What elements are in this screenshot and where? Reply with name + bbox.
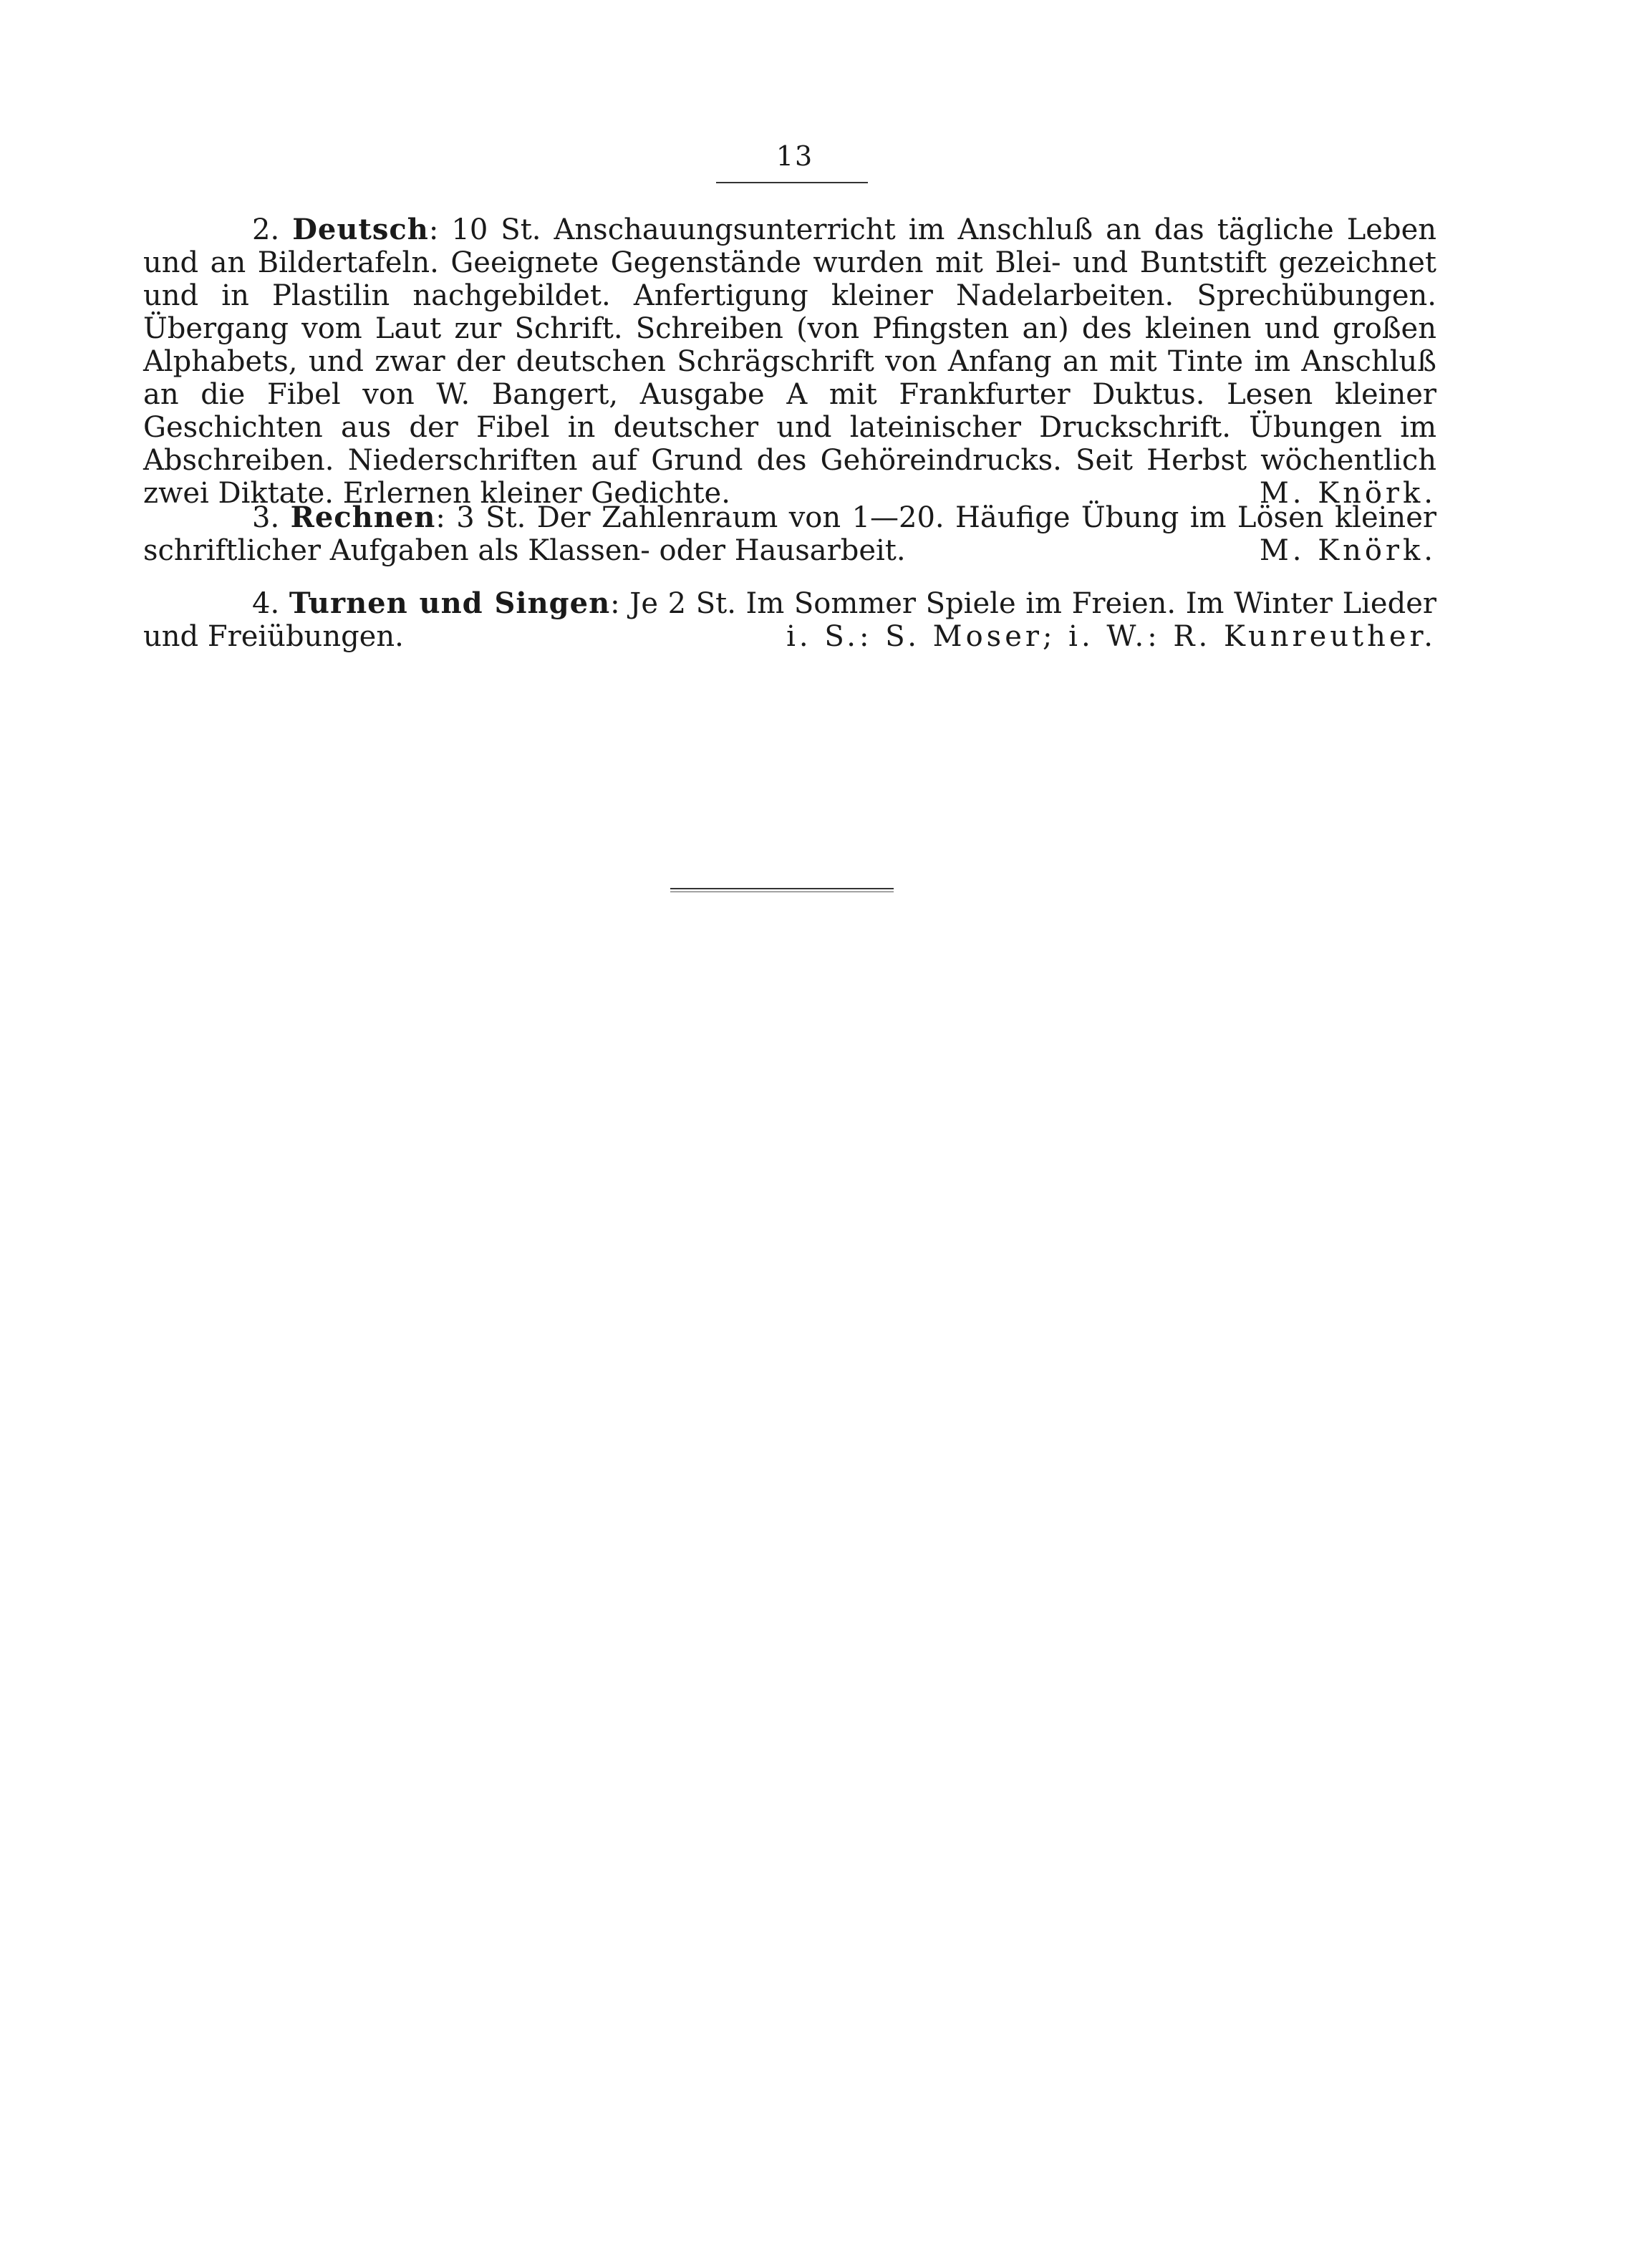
- section-body: : 10 St. Anschauungsunterricht im Anschluß an das tägliche Leben und an Bildertafeln. Geeignete Gegenstände wurden mit Blei- und Buntstift gezeichnet und in Plastilin nachgebildet. Anfertigung kleiner Nadelarbeiten. Sprechübungen. Übergang vom Laut zur Schrift. Schreiben (von Pfingsten an) des kleinen und großen Alphabets, und zwar der deutschen Schrägschrift von Anfang an mit Tinte im Anschluß an die Fibel von W. Bangert, Ausgabe A mit Frankfurter Duktus. Lesen kleiner Geschichten aus der Fibel in deutscher und lateinischer Druckschrift. Übungen im Abschreiben. Niederschriften auf Grund des Gehöreindrucks. Seit Herbst wöchentlich zwei Diktate. Erlernen kleiner Gedichte.: [143, 213, 1436, 510]
- section-title: Deutsch: [292, 213, 429, 246]
- section-title: Rechnen: [290, 501, 436, 534]
- section-signature: i. S.: S. Moser; i. W.: R. Kunreuther.: [786, 620, 1436, 653]
- section-body: : 3 St. Der Zahlenraum von 1—20. Häufige Übung im Lösen kleiner schriftlicher Aufgaben als Klassen- oder Hausarbeit.: [143, 501, 1436, 567]
- ornament-line-top: [670, 888, 894, 889]
- section-number: 3.: [252, 501, 280, 534]
- section-turnen-und-singen: [143, 587, 1436, 653]
- section-signature: M. Knörk.: [1259, 534, 1436, 567]
- section-number: 2.: [252, 213, 280, 246]
- section-title: Turnen und Singen: [289, 586, 611, 620]
- page-number: 13: [776, 140, 814, 172]
- section-signature: M. Knörk.: [1259, 477, 1436, 510]
- section-rechnen: [143, 501, 1436, 567]
- section-paragraph: [143, 213, 1436, 510]
- section-number: 4.: [252, 587, 280, 620]
- ornament-line-bottom: [670, 891, 894, 892]
- page-number-rule: [716, 182, 868, 183]
- section-body: : Je 2 St. Im Sommer Spiele im Freien. Im Winter Lieder und Freiübungen.: [143, 587, 1436, 653]
- closing-ornament-rule: [670, 888, 894, 894]
- section-deutsch: [143, 213, 1436, 510]
